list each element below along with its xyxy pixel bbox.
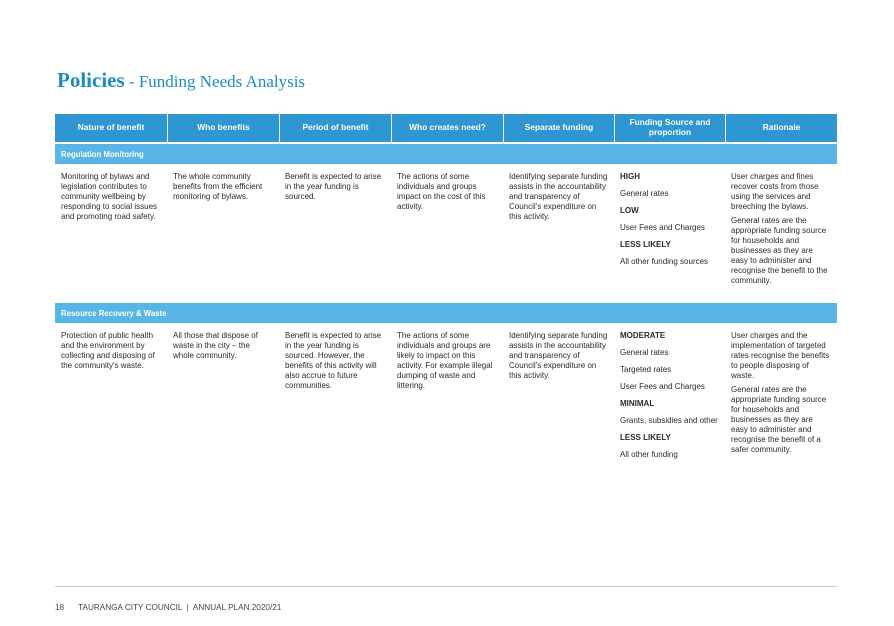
- funding-source-item: User Fees and Charges: [620, 223, 705, 232]
- nature-of-benefit-cell: Protection of public health and the environment by collecting and disposing of the community's waste.: [55, 323, 167, 478]
- funding-source-item: General rates: [620, 348, 669, 357]
- section-title: Resource Recovery & Waste: [55, 301, 837, 323]
- table-row: [55, 323, 837, 478]
- footer-text: TAURANGA CITY COUNCIL | ANNUAL PLAN 2020/21: [78, 603, 282, 612]
- rationale-cell: [725, 164, 837, 301]
- funding-needs-table: [55, 114, 837, 478]
- section-title: Regulation Monitoring: [55, 142, 837, 164]
- column-header: Separate funding: [503, 114, 614, 142]
- footer-divider: [55, 586, 837, 587]
- page-title: [57, 58, 305, 95]
- period-of-benefit-cell: Benefit is expected to arise in the year funding is sourced. However, the benefits of this activity will also accrue to future communities.: [279, 323, 391, 478]
- page-title-subtitle: - Funding Needs Analysis: [124, 72, 306, 91]
- rationale-paragraph: User charges and the implementation of targeted rates recognise the benefits to people disposing of waste.: [731, 331, 830, 380]
- funding-level-heading: MODERATE: [620, 331, 666, 340]
- who-creates-need-cell: The actions of some individuals and groups are likely to impact on this activity. For example illegal dumping of waste and littering.: [391, 323, 503, 478]
- funding-source-item: Grants, subsidies and other: [620, 416, 718, 425]
- funding-source-item: Targeted rates: [620, 365, 672, 374]
- funding-source-item: All other funding sources: [620, 257, 709, 266]
- column-header: Period of benefit: [279, 114, 391, 142]
- who-creates-need-cell: The actions of some individuals and groups impact on the cost of this activity.: [391, 164, 503, 301]
- funding-source-item: All other funding: [620, 450, 678, 459]
- column-header: Rationale: [725, 114, 837, 142]
- who-benefits-cell: The whole community benefits from the efficient monitoring of bylaws.: [167, 164, 279, 301]
- page-title-main: Policies: [57, 68, 125, 92]
- column-header: Funding Source and proportion: [614, 114, 725, 142]
- funding-source-item: User Fees and Charges: [620, 382, 705, 391]
- separate-funding-cell: Identifying separate funding assists in the accountability and transparency of Council's expenditure on this activity.: [503, 323, 614, 478]
- funding-source-cell: [614, 164, 725, 301]
- rationale-cell: [725, 323, 837, 478]
- column-header: Who benefits: [167, 114, 279, 142]
- table-header-row: [55, 114, 837, 142]
- funding-level-heading: LESS LIKELY: [620, 240, 671, 249]
- rationale-paragraph: General rates are the appropriate funding source for households and businesses as they are easy to administer and recognise the benefit to the community.: [731, 216, 828, 285]
- funding-level-heading: LESS LIKELY: [620, 433, 671, 442]
- rationale-paragraph: User charges and fines recover costs from those using the services and breeching the bylaws.: [731, 172, 819, 211]
- rationale-paragraph: General rates are the appropriate funding source for households and businesses as they are easy to administer and recognise the benefit of a safer community.: [731, 385, 827, 454]
- column-header: Nature of benefit: [55, 114, 167, 142]
- who-benefits-cell: All those that dispose of waste in the city – the whole community.: [167, 323, 279, 478]
- period-of-benefit-cell: Benefit is expected to arise in the year funding is sourced.: [279, 164, 391, 301]
- funding-source-item: General rates: [620, 189, 669, 198]
- page-number: 18: [55, 603, 65, 612]
- column-header: Who creates need?: [391, 114, 503, 142]
- funding-level-heading: MINIMAL: [620, 399, 655, 408]
- page-footer: [55, 603, 281, 612]
- nature-of-benefit-cell: Monitoring of bylaws and legislation contributes to community wellbeing by responding to social issues and promoting road safety.: [55, 164, 167, 301]
- section-header-row: [55, 301, 837, 323]
- funding-level-heading: LOW: [620, 206, 639, 215]
- funding-source-cell: [614, 323, 725, 478]
- section-header-row: [55, 142, 837, 164]
- separate-funding-cell: Identifying separate funding assists in the accountability and transparency of Council's expenditure on this activity.: [503, 164, 614, 301]
- table-row: [55, 164, 837, 301]
- funding-level-heading: HIGH: [620, 172, 640, 181]
